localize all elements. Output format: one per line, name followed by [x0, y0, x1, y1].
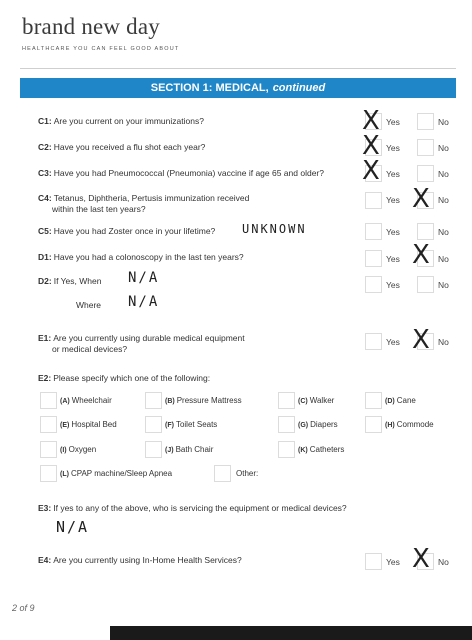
- d2-where-label: Where: [76, 300, 102, 310]
- question-id: E3:: [38, 503, 52, 513]
- question-c5: [38, 226, 215, 237]
- brand-tagline: HEALTHCARE YOU CAN FEEL GOOD ABOUT: [22, 46, 180, 52]
- question-id: C3:: [38, 168, 52, 178]
- equipment-k-label: (K) Catheters: [298, 445, 345, 454]
- d1-yes-label: Yes: [386, 254, 400, 264]
- equipment-i-label: (I) Oxygen: [60, 445, 97, 454]
- question-text-line2: or medical devices?: [52, 344, 128, 354]
- question-id: D2:: [38, 276, 52, 286]
- d1-no-check-mark: X: [412, 240, 430, 270]
- question-text: Please specify which one of the following:: [53, 373, 211, 383]
- c5-no-label: No: [438, 227, 449, 237]
- e1-no-check-mark: X: [412, 325, 430, 355]
- question-id: C5:: [38, 226, 52, 236]
- section-banner: [20, 78, 456, 98]
- c3-yes-check-mark: X: [362, 156, 380, 186]
- c4-yes-checkbox[interactable]: [365, 192, 382, 209]
- question-id: D1:: [38, 252, 52, 262]
- equipment-a-checkbox[interactable]: [40, 392, 57, 409]
- question-c3: [38, 168, 324, 179]
- page-number: 2 of 9: [12, 603, 35, 613]
- c2-yes-check-mark: X: [362, 131, 380, 161]
- equipment-e-label: (E) Hospital Bed: [60, 420, 117, 429]
- c1-yes-check-mark: X: [362, 106, 380, 136]
- d1-no-label: No: [438, 254, 449, 264]
- question-text: Are you current on your immunizations?: [53, 116, 204, 126]
- question-text: Have you received a flu shot each year?: [53, 142, 206, 152]
- d2-yes-checkbox[interactable]: [365, 276, 382, 293]
- question-d1: [38, 252, 244, 263]
- question-c1: [38, 116, 204, 127]
- question-text: Tetanus, Diphtheria, Pertusis immunization received: [53, 193, 250, 203]
- c4-no-check-mark: X: [412, 184, 430, 214]
- equipment-h-checkbox[interactable]: [365, 416, 382, 433]
- c2-no-label: No: [438, 143, 449, 153]
- question-text: Have you had a colonoscopy in the last ten years?: [53, 252, 244, 262]
- question-id: C4:: [38, 193, 52, 203]
- e3-handwritten-answer: N/A: [56, 518, 90, 536]
- d2-when-handwritten: N/A: [128, 270, 160, 286]
- question-id: E2:: [38, 373, 52, 383]
- e4-no-label: No: [438, 557, 449, 567]
- question-id: E4:: [38, 555, 52, 565]
- section-continued: continued: [272, 82, 326, 94]
- header-divider: [20, 68, 456, 69]
- question-e2: [38, 373, 210, 384]
- equipment-a-label: (A) Wheelchair: [60, 396, 112, 405]
- section-title: SECTION 1: MEDICAL,: [150, 82, 269, 94]
- equipment-c-label: (C) Walker: [298, 396, 335, 405]
- equipment-h-label: (H) Commode: [385, 420, 434, 429]
- e1-yes-label: Yes: [386, 337, 400, 347]
- equipment-b-label: (B) Pressure Mattress: [165, 396, 242, 405]
- c1-yes-label: Yes: [386, 117, 400, 127]
- d2-where-handwritten: N/A: [128, 294, 160, 310]
- question-d2: [38, 276, 101, 287]
- c5-no-checkbox[interactable]: [417, 223, 434, 240]
- d1-yes-checkbox[interactable]: [365, 250, 382, 267]
- question-text: Are you currently using durable medical equipment: [53, 333, 245, 343]
- question-text: If Yes, When: [53, 276, 102, 286]
- equipment-g-label: (G) Diapers: [298, 420, 338, 429]
- equipment-e-checkbox[interactable]: [40, 416, 57, 433]
- equipment-other-label: Other:: [236, 469, 259, 478]
- d2-yes-label: Yes: [386, 280, 400, 290]
- c4-no-label: No: [438, 195, 449, 205]
- c3-yes-label: Yes: [386, 169, 400, 179]
- c5-yes-checkbox[interactable]: [365, 223, 382, 240]
- c2-no-checkbox[interactable]: [417, 139, 434, 156]
- footer-bar: [110, 626, 472, 640]
- e4-no-check-mark: X: [412, 544, 430, 574]
- c3-no-checkbox[interactable]: [417, 165, 434, 182]
- equipment-c-checkbox[interactable]: [278, 392, 295, 409]
- question-e3: [38, 503, 347, 514]
- question-c4: [38, 193, 249, 215]
- e4-yes-label: Yes: [386, 557, 400, 567]
- c3-no-label: No: [438, 169, 449, 179]
- e1-no-label: No: [438, 337, 449, 347]
- equipment-b-checkbox[interactable]: [145, 392, 162, 409]
- equipment-j-label: (J) Bath Chair: [165, 445, 214, 454]
- question-text: Have you had Zoster once in your lifetime?: [53, 226, 216, 236]
- c4-yes-label: Yes: [386, 195, 400, 205]
- equipment-i-checkbox[interactable]: [40, 441, 57, 458]
- c2-yes-label: Yes: [386, 143, 400, 153]
- equipment-l-checkbox[interactable]: [40, 465, 57, 482]
- question-id: C1:: [38, 116, 52, 126]
- d2-no-label: No: [438, 280, 449, 290]
- equipment-j-checkbox[interactable]: [145, 441, 162, 458]
- equipment-f-label: (F) Toilet Seats: [165, 420, 218, 429]
- equipment-f-checkbox[interactable]: [145, 416, 162, 433]
- c5-yes-label: Yes: [386, 227, 400, 237]
- d2-no-checkbox[interactable]: [417, 276, 434, 293]
- equipment-d-checkbox[interactable]: [365, 392, 382, 409]
- equipment-g-checkbox[interactable]: [278, 416, 295, 433]
- question-text: Have you had Pneumococcal (Pneumonia) vaccine if age 65 and older?: [53, 168, 324, 178]
- question-e4: [38, 555, 242, 566]
- question-c2: [38, 142, 205, 153]
- equipment-d-label: (D) Cane: [385, 396, 416, 405]
- e4-yes-checkbox[interactable]: [365, 553, 382, 570]
- question-e1: [38, 333, 245, 355]
- equipment-l-label: (L) CPAP machine/Sleep Apnea: [60, 469, 173, 478]
- brand-logo: brand new day: [22, 14, 160, 39]
- c1-no-label: No: [438, 117, 449, 127]
- question-id: C2:: [38, 142, 52, 152]
- question-text-line2: within the last ten years?: [52, 204, 146, 214]
- c1-no-checkbox[interactable]: [417, 113, 434, 130]
- question-text: If yes to any of the above, who is servicing the equipment or medical devices?: [53, 503, 347, 513]
- e1-yes-checkbox[interactable]: [365, 333, 382, 350]
- question-id: E1:: [38, 333, 52, 343]
- equipment-other-checkbox[interactable]: [214, 465, 231, 482]
- c5-handwritten-answer: UNKNOWN: [242, 222, 307, 236]
- equipment-k-checkbox[interactable]: [278, 441, 295, 458]
- question-text: Are you currently using In-Home Health Services?: [53, 555, 242, 565]
